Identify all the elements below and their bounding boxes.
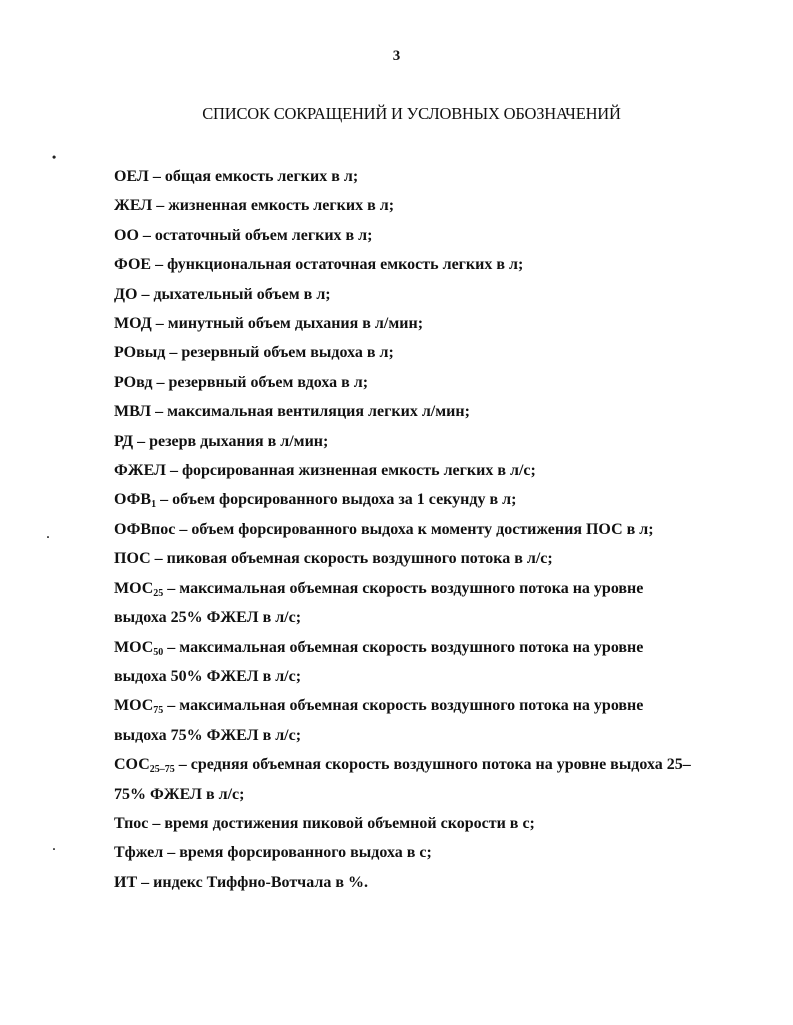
list-item: ПОС – пиковая объемная скорость воздушного потока в л/с; — [114, 550, 553, 568]
scan-mark: • — [52, 150, 57, 164]
list-item: ОЕЛ – общая емкость легких в л; — [114, 168, 359, 185]
list-item: ЖЕЛ – жизненная емкость легких в л; — [114, 197, 395, 215]
list-item: $СОС_{25-75}$ – средняя объемная скорость воздушного потока на уровне выдоха 25– 75% ФЖЕЛ в л/с; — [114, 756, 691, 803]
list-item: ДО – дыхательный объем в л; — [114, 285, 331, 303]
page-number: 3 — [392, 48, 401, 64]
list-item: МОД – минутный объем дыхания в л/мин; — [114, 315, 424, 333]
list-item: МВЛ – максимальная вентиляция легких л/мин; — [114, 403, 470, 421]
scan-mark: · — [52, 842, 57, 856]
list-item: ОО – остаточный объем легких в л; — [114, 226, 373, 244]
list-item: $МОС_{50}$ – максимальная объемная скорость воздушного потока на уровне выдоха 50% ФЖЕЛ в л/с; — [114, 638, 644, 685]
list-item: РОвыд – резервный объем выдоха в л; — [114, 344, 394, 362]
page-title: СПИСОК СОКРАЩЕНИЙ И УСЛОВНЫХ ОБОЗНАЧЕНИЙ — [202, 104, 621, 123]
list-item: ИТ – индекс Тиффно-Вотчала в %. — [114, 873, 368, 891]
list-item: $ОФВ_1$ – объем форсированного выдоха за 1 секунду в л; — [114, 491, 517, 511]
list-item: РОвд – резервный объем вдоха в л; — [114, 373, 369, 391]
abbreviation-list — [114, 162, 712, 897]
list-item: ОФВпос – объем форсированного выдоха к моменту достижения ПОС в л; — [114, 520, 654, 538]
list-item: Тфжел – время форсированного выдоха в с; — [114, 844, 432, 862]
list-item: Тпос – время достижения пиковой объемной скорости в с; — [114, 814, 535, 832]
list-item: РД – резерв дыхания в л/мин; — [114, 432, 329, 450]
list-item: ФЖЕЛ – форсированная жизненная емкость легких в л/с; — [114, 462, 536, 480]
list-item: $МОС_{75}$ – максимальная объемная скорость воздушного потока на уровне выдоха 75% ФЖЕЛ в л/с; — [114, 697, 644, 744]
list-item: ФОЕ – функциональная остаточная емкость легких в л; — [114, 256, 524, 274]
scan-mark: · — [46, 530, 51, 544]
list-item: $МОС_{25}$ – максимальная объемная скорость воздушного потока на уровне выдоха 25% ФЖЕЛ в л/с; — [114, 579, 644, 627]
